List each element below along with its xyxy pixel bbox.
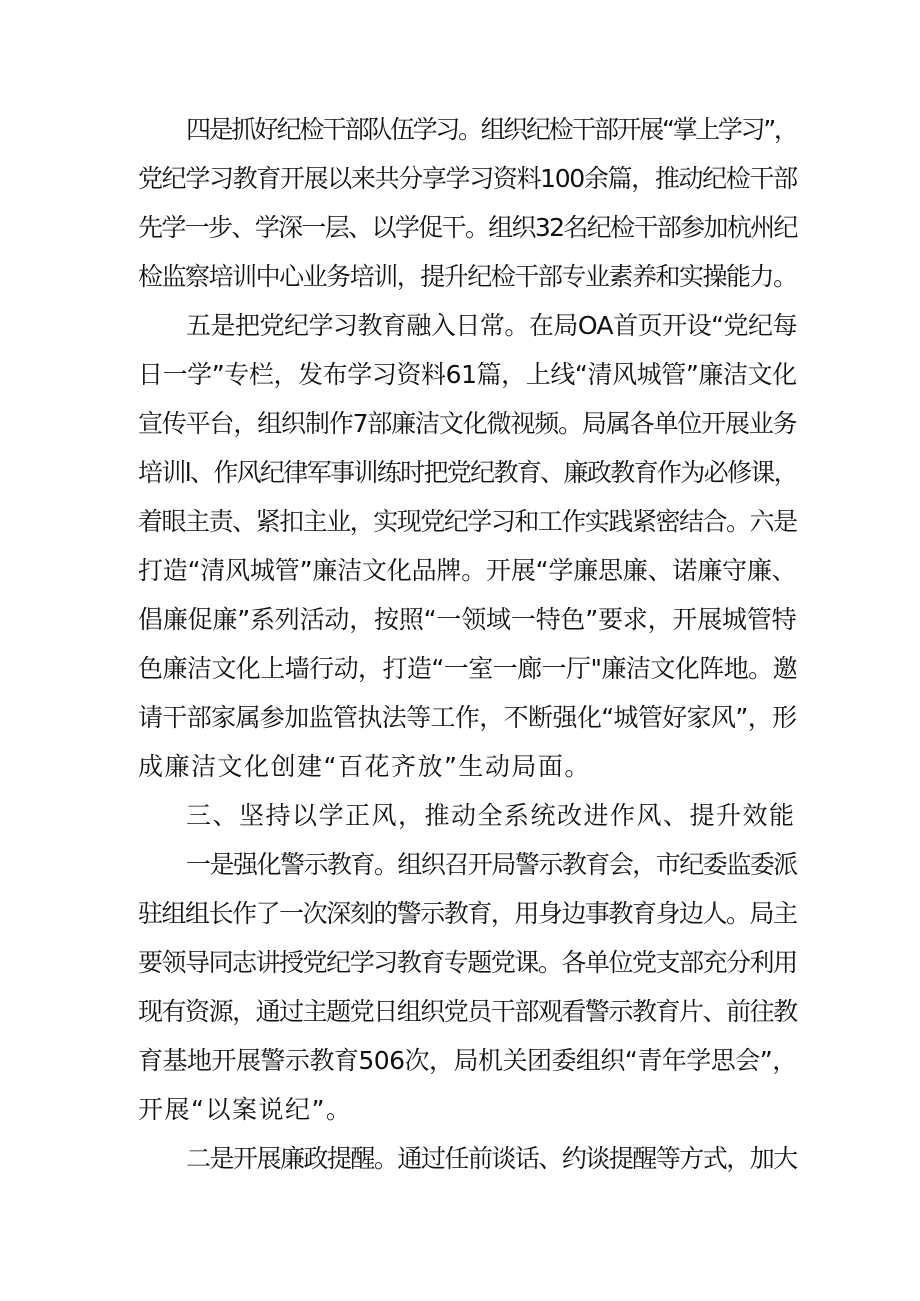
- text-line: 检监察培训中心业务培训，提升纪检干部专业素养和实操能力。: [138, 262, 797, 291]
- text-line: 驻组组长作了一次深刻的警示教育，用身边事教育身边人。局主: [138, 899, 797, 928]
- text-line: 成廉洁文化创建“百花齐放”生动局面。: [138, 752, 591, 781]
- text-line: 培训l、作风纪律军事训练时把党纪教育、廉政教育作为必修课，: [138, 458, 797, 487]
- text-line: 育基地开展警示教育506次，局机关团委组织“青年学思会”，: [138, 1046, 797, 1075]
- text-line: 宣传平台，组织制作7部廉洁文化微视频。局属各单位开展业务: [138, 409, 797, 438]
- text-line: 日一学”专栏，发布学习资料61篇，上线“清风城管”廉洁文化: [138, 360, 797, 389]
- text-line: 五是把党纪学习教育融入日常。在局OA首页开设“党纪每: [186, 311, 797, 340]
- text-line: 先学一步、学深一层、以学促干。组织32名纪检干部参加杭州纪: [138, 213, 797, 242]
- text-line: 四是抓好纪检干部队伍学习。组织纪检干部开展“掌上学习”，: [186, 115, 797, 144]
- text-line: 现有资源，通过主题党日组织党员干部观看警示教育片、前往教: [138, 997, 797, 1026]
- text-line: 着眼主责、紧扣主业，实现党纪学习和工作实践紧密结合。六是: [138, 507, 797, 536]
- text-line: 开展“以案说纪”。: [138, 1095, 353, 1124]
- text-line: 一是强化警示教育。组织召开局警示教育会，市纪委监委派: [186, 850, 797, 879]
- section-heading: 三、坚持以学正风，推动全系统改进作风、提升效能: [186, 801, 796, 830]
- text-line: 请干部家属参加监管执法等工作，不断强化“城管好家风”，形: [138, 703, 797, 732]
- text-line: 党纪学习教育开展以来共分享学习资料100余篇，推动纪检干部: [138, 164, 797, 193]
- text-line: 要领导同志讲授党纪学习教育专题党课。各单位党支部充分利用: [138, 948, 797, 977]
- text-line: 打造“清风城管”廉洁文化品牌。开展“学廉思廉、诺廉守廉、: [138, 556, 797, 585]
- text-line: 二是开展廉政提醒。通过任前谈话、约谈提醒等方式，加大: [186, 1144, 797, 1173]
- text-line: 色廉洁文化上墙行动，打造“一室一廊一厅"廉洁文化阵地。邀: [138, 654, 798, 683]
- text-line: 倡廉促廉”系列活动，按照“一领域一特色”要求，开展城管特: [138, 605, 797, 634]
